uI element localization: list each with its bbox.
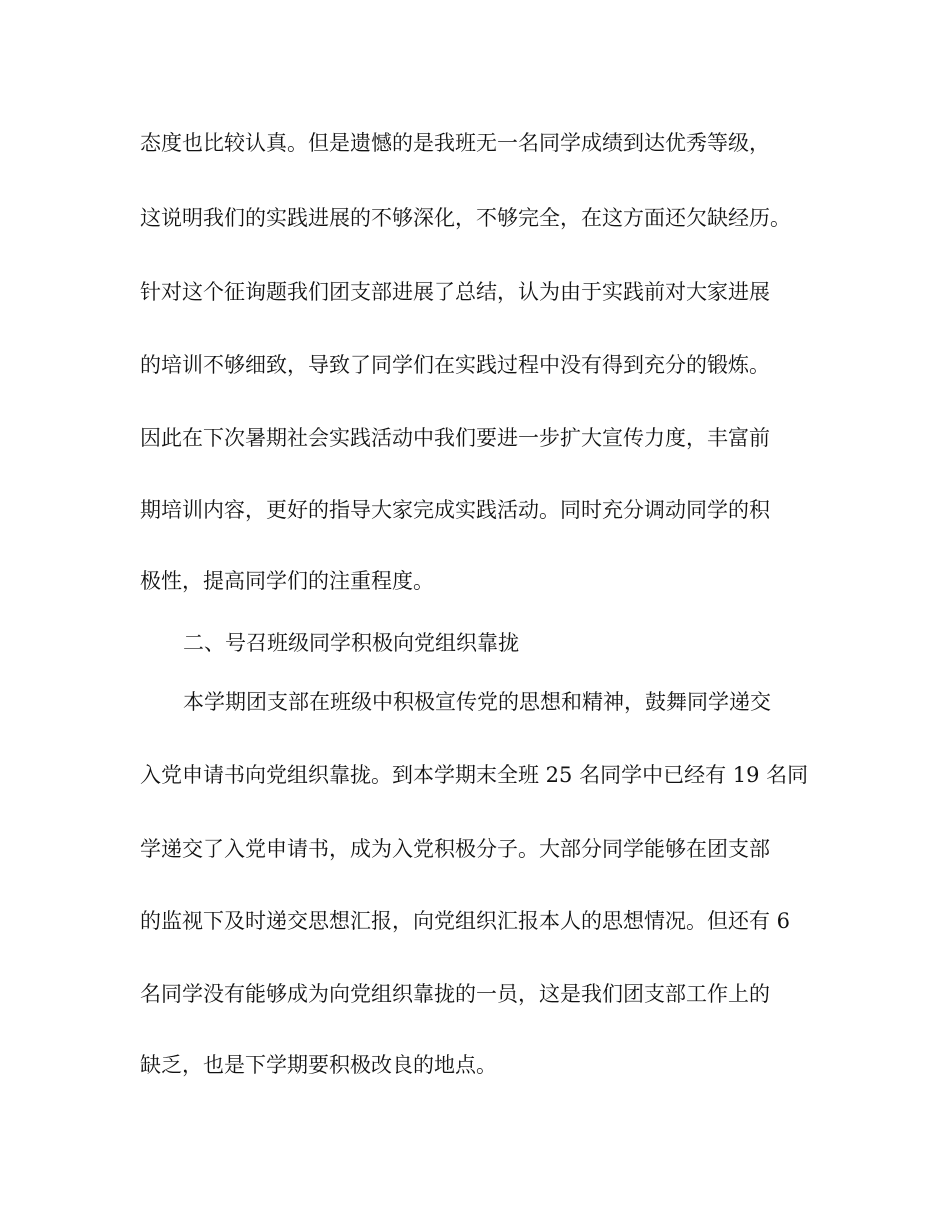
body-text-line: 因此在下次暑期社会实践活动中我们要进一步扩大宣传力度，丰富前	[140, 426, 770, 450]
body-text-line: 名同学没有能够成为向党组织靠拢的一员，这是我们团支部工作上的	[140, 982, 770, 1006]
body-text-line: 针对这个征询题我们团支部进展了总结，认为由于实践前对大家进展	[140, 280, 770, 304]
body-text-line: 缺乏，也是下学期要积极改良的地点。	[140, 1053, 497, 1077]
body-text-line: 期培训内容，更好的指导大家完成实践活动。同时充分调动同学的积	[140, 498, 770, 522]
body-text-line: 入党申请书向党组织靠拢。到本学期末全班 25 名同学中已经有 19 名同	[140, 763, 809, 787]
body-text-line: 态度也比较认真。但是遗憾的是我班无一名同学成绩到达优秀等级，	[140, 131, 770, 155]
section-heading: 二、号召班级同学积极向党组织靠拢	[183, 631, 519, 655]
body-text-line: 学递交了入党申请书，成为入党积极分子。大部分同学能够在团支部	[140, 837, 770, 861]
paragraph-first-line: 本学期团支部在班级中积极宣传党的思想和精神，鼓舞同学递交	[183, 690, 771, 714]
body-text-line: 极性，提高同学们的注重程度。	[140, 569, 434, 593]
body-text-line: 的培训不够细致，导致了同学们在实践过程中没有得到充分的锻炼。	[140, 353, 770, 377]
body-text-line: 的监视下及时递交思想汇报，向党组织汇报本人的思想情况。但还有 6	[140, 909, 791, 933]
body-text-line: 这说明我们的实践进展的不够深化，不够完全，在这方面还欠缺经历。	[140, 206, 791, 230]
